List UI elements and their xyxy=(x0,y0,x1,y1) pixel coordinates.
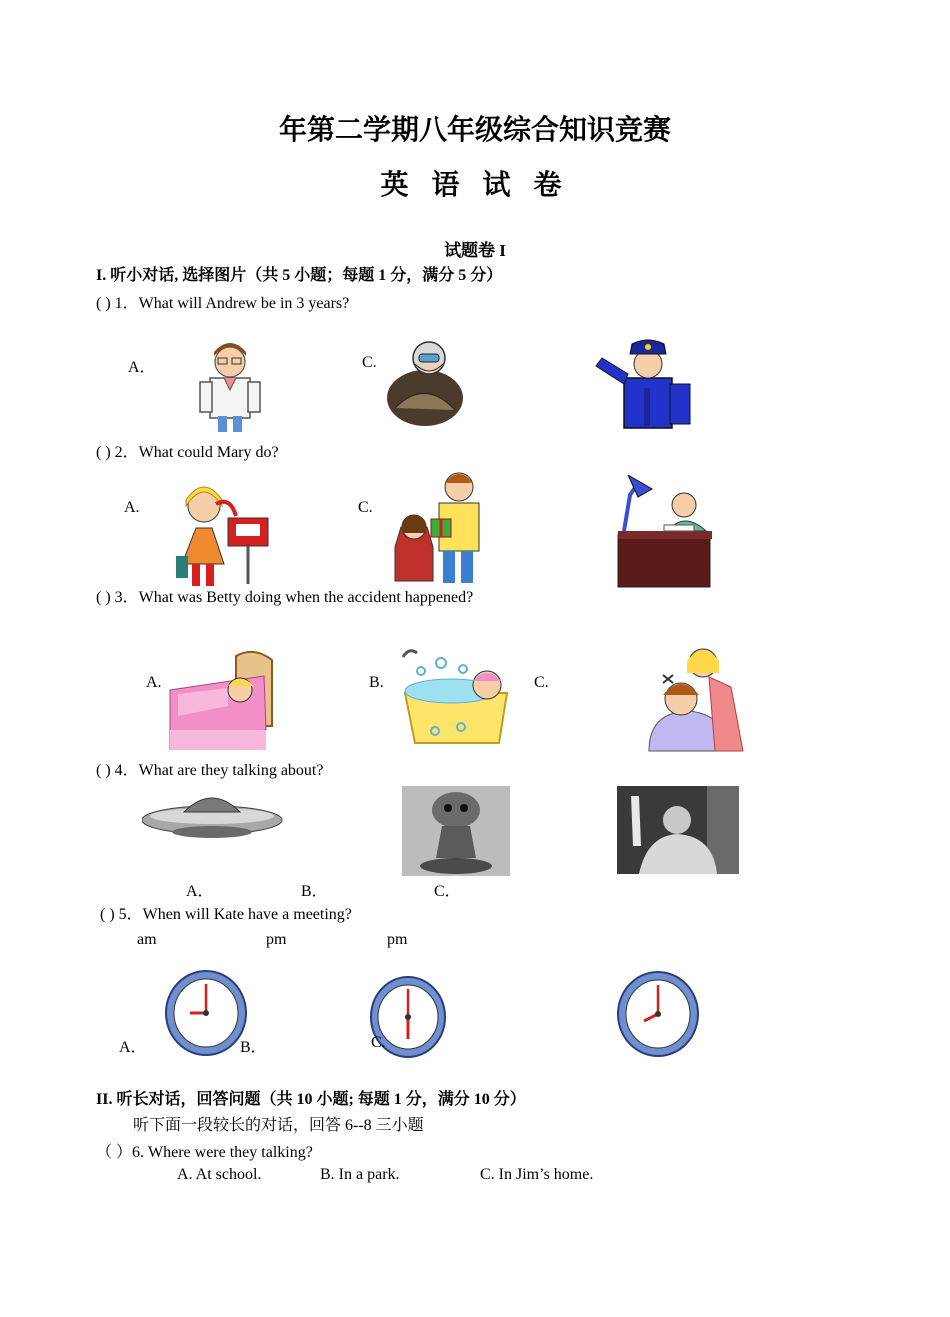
exam-subtitle: 英 语 试 卷 xyxy=(380,170,570,201)
question-6-text: （ ）6. Where were they talking? xyxy=(96,1144,313,1161)
taking-bath-icon xyxy=(401,645,513,751)
q3-option-b-label: B. xyxy=(369,674,384,691)
q2-option-a-label: A. xyxy=(124,499,140,516)
ufo-icon xyxy=(142,786,284,844)
question-2-text: ( ) 2．What could Mary do? xyxy=(96,444,279,461)
question-3-text: ( ) 3．What was Betty doing when the accident happened? xyxy=(96,589,474,606)
q3-option-a-label: A. xyxy=(146,674,162,691)
alien-icon xyxy=(402,786,510,876)
student-at-desk-icon xyxy=(612,475,714,589)
q5-option-b-label: B． xyxy=(240,1039,267,1056)
q4-option-c-label: C． xyxy=(434,883,461,900)
q6-option-c: C. In Jim’s home. xyxy=(480,1166,594,1183)
question-1-text: ( ) 1．What will Andrew be in 3 years? xyxy=(96,295,350,312)
q6-option-b: B. In a park. xyxy=(320,1166,400,1183)
volume-label: 试题卷 I xyxy=(444,241,506,260)
q5-option-c-label: C. xyxy=(371,1034,386,1051)
police-officer-icon xyxy=(594,338,698,430)
section-1-heading: I. 听小对话, 选择图片（共 5 小题；每题 1 分，满分 5 分） xyxy=(96,267,503,284)
q4-option-b-label: B． xyxy=(301,883,328,900)
section-2-instruction: 听下面一段较长的对话，回答 6--8 三小题 xyxy=(133,1117,424,1134)
cutting-hair-icon xyxy=(647,643,745,753)
q1-option-a-label: A． xyxy=(128,359,156,376)
q5-time-a: am xyxy=(137,931,157,948)
q3-option-c-label: C. xyxy=(534,674,549,691)
q1-option-c-label: C. xyxy=(362,354,377,371)
q4-option-a-label: A． xyxy=(186,883,214,900)
q6-option-a: A. At school. xyxy=(177,1166,262,1183)
girl-on-phone-icon xyxy=(176,484,278,590)
section-2-heading: II. 听长对话，回答问题（共 10 小题; 每题 1 分，满分 10 分） xyxy=(96,1091,526,1108)
astronaut-photo-icon xyxy=(617,786,739,874)
pilot-icon xyxy=(385,338,469,430)
exam-title: 年第二学期八年级综合知识竞赛 xyxy=(278,115,671,146)
question-5-text: ( ) 5．When will Kate have a meeting? xyxy=(100,906,352,923)
q5-time-c: pm xyxy=(387,931,408,948)
clock-icon xyxy=(616,969,700,1059)
giving-gift-icon xyxy=(393,471,485,585)
q2-option-c-label: C. xyxy=(358,499,373,516)
question-4-text: ( ) 4．What are they talking about? xyxy=(96,762,324,779)
q5-option-a-label: A． xyxy=(119,1039,147,1056)
clock-icon xyxy=(164,966,248,1056)
doctor-icon xyxy=(192,338,268,434)
q5-time-b: pm xyxy=(266,931,287,948)
sleeping-in-bed-icon xyxy=(168,646,276,750)
